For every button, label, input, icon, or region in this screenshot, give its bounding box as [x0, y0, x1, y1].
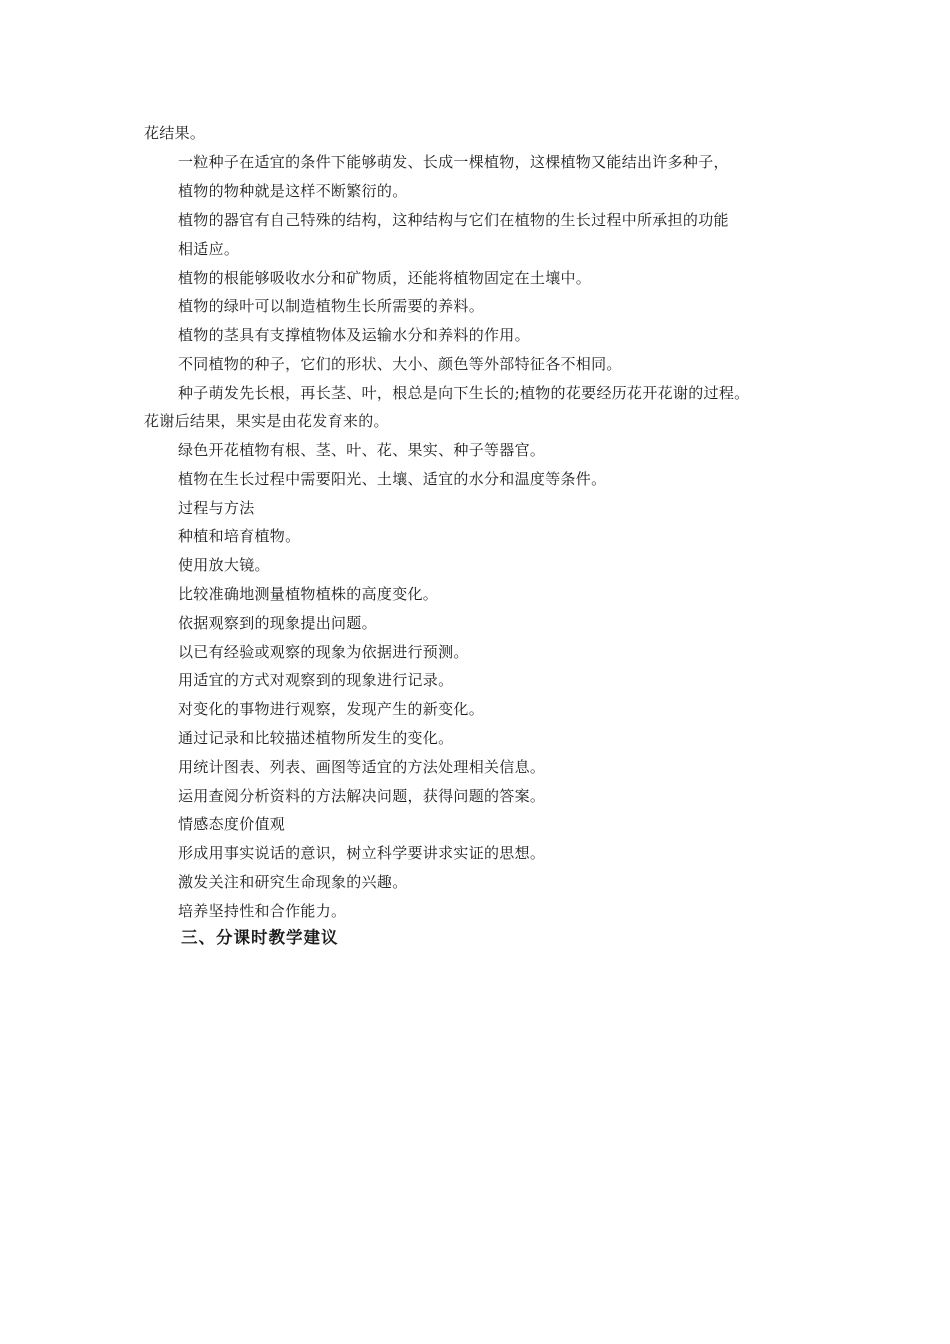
text-line: 激发关注和研究生命现象的兴趣。 — [178, 873, 408, 891]
text-line: 使用放大镜。 — [178, 556, 270, 574]
text-line: 相适应。 — [178, 240, 240, 258]
text-line: 依据观察到的现象提出问题。 — [178, 614, 377, 632]
text-line: 通过记录和比较描述植物所发生的变化。 — [178, 729, 454, 747]
text-line: 植物在生长过程中需要阳光、土壤、适宜的水分和温度等条件。 — [178, 470, 607, 488]
text-line: 绿色开花植物有根、茎、叶、花、果实、种子等器官。 — [178, 441, 546, 459]
subsection-label: 情感态度价值观 — [178, 815, 286, 833]
text-line: 用统计图表、列表、画图等适宜的方法处理相关信息。 — [178, 758, 546, 776]
text-line: 植物的茎具有支撑植物体及运输水分和养料的作用。 — [178, 326, 530, 344]
text-line: 形成用事实说话的意识，树立科学要讲求实证的思想。 — [178, 844, 546, 862]
text-line: 花谢后结果，果实是由花发育来的。 — [144, 412, 389, 430]
text-line: 一粒种子在适宜的条件下能够萌发、长成一棵植物，这棵植物又能结出许多种子， — [178, 153, 729, 171]
subsection-label: 过程与方法 — [178, 499, 255, 517]
section-heading: 三、分课时教学建议 — [181, 928, 339, 947]
text-line: 运用查阅分析资料的方法解决问题，获得问题的答案。 — [178, 787, 546, 805]
text-line: 植物的物种就是这样不断繁衍的。 — [178, 182, 408, 200]
text-line: 花结果。 — [144, 124, 206, 142]
text-line: 以已有经验或观察的现象为依据进行预测。 — [178, 643, 469, 661]
text-line: 不同植物的种子，它们的形状、大小、颜色等外部特征各不相同。 — [178, 355, 622, 373]
text-line: 植物的绿叶可以制造植物生长所需要的养料。 — [178, 297, 485, 315]
text-line: 植物的器官有自己特殊的结构，这种结构与它们在植物的生长过程中所承担的功能 — [178, 211, 729, 229]
text-line: 对变化的事物进行观察，发现产生的新变化。 — [178, 700, 485, 718]
text-line: 植物的根能够吸收水分和矿物质，还能将植物固定在土壤中。 — [178, 269, 592, 287]
text-line: 种植和培育植物。 — [178, 527, 301, 545]
text-line: 比较准确地测量植物植株的高度变化。 — [178, 585, 439, 603]
text-line: 培养坚持性和合作能力。 — [178, 902, 347, 920]
text-line: 种子萌发先长根，再长茎、叶，根总是向下生长的;植物的花要经历花开花谢的过程。 — [178, 384, 750, 402]
text-line: 用适宜的方式对观察到的现象进行记录。 — [178, 671, 454, 689]
